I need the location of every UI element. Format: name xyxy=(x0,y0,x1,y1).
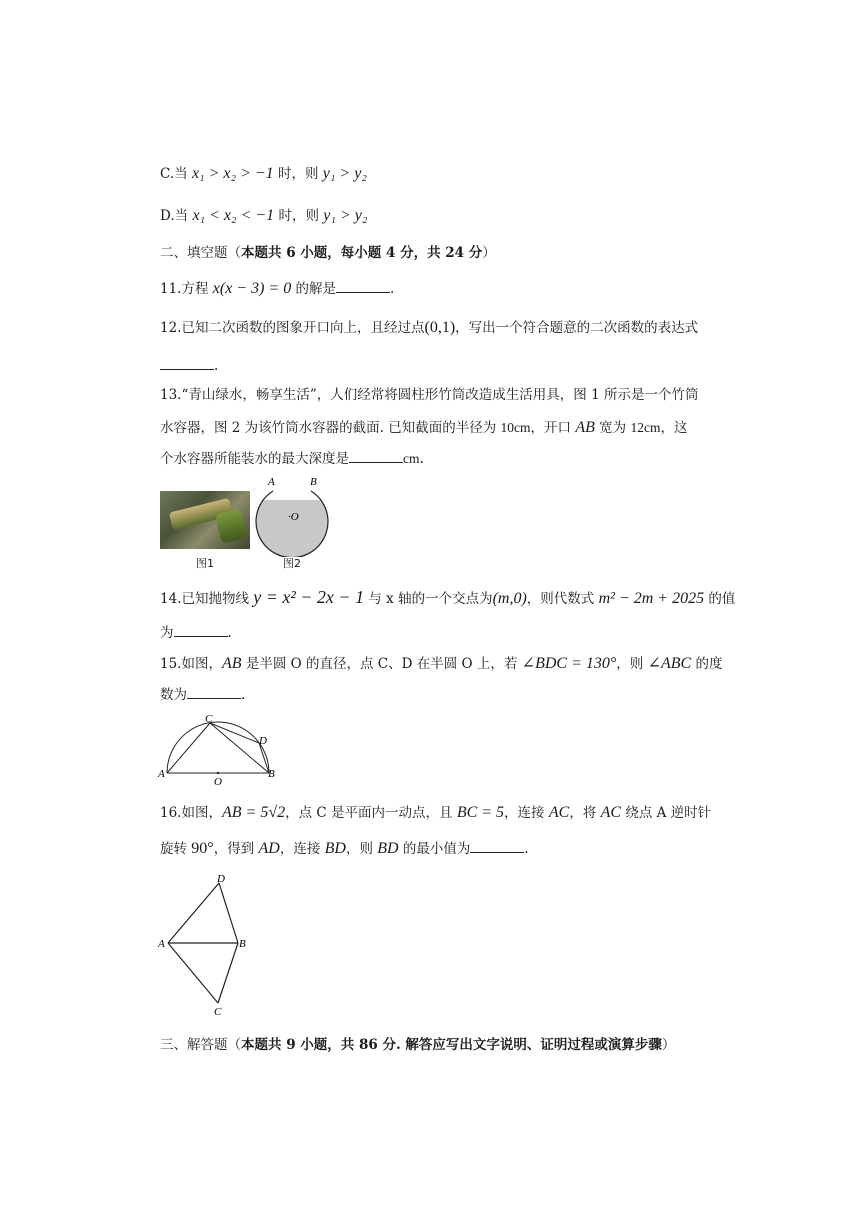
question-12: 12.已知二次函数的图象开口向上，且经过点(0,1)，写出一个符合题意的二次函数的表达式 xyxy=(160,319,699,336)
point-a-label: A xyxy=(268,476,275,488)
question-12-answer-line: . xyxy=(160,356,218,376)
bamboo-tube-end-shape xyxy=(215,508,247,543)
question-16-line-2: 旋转 90°，得到 AD，连接 BD，则 BD 的最小值为 . xyxy=(160,840,529,857)
point-a-label: A xyxy=(158,768,165,780)
segment-ad xyxy=(168,883,219,943)
question-15-line-1: 15.如图，AB 是半圆 O 的直径，点 C、D 在半圆 O 上，若 ∠BDC = 130°，则 ∠ABC 的度 xyxy=(160,655,723,672)
point-d-label: D xyxy=(217,873,225,885)
option-d: D.当 x₁ < x₂ < −1 时，则 y₁ > y₂ xyxy=(160,207,368,224)
figure-1-caption: 图1 xyxy=(196,557,214,570)
math-expression: BC = 5 xyxy=(456,804,505,821)
point-b-label: B xyxy=(268,768,275,780)
question-13-line-1: 13.“青山绿水，畅享生活”，人们经常将圆柱形竹筒改造成生活用具，图 1 所示是一个竹筒 xyxy=(160,387,699,403)
section-title-fill-in: 二、填空题（本题共 6 小题，每小题 4 分，共 24 分） xyxy=(160,245,496,261)
math-expression: (0,1) xyxy=(424,319,456,336)
point-b-label: B xyxy=(310,476,317,488)
answer-blank xyxy=(174,624,228,637)
question-15-line-2: 数为 . xyxy=(160,687,246,703)
math-expression: y₁ > y₂ xyxy=(322,165,367,182)
answer-blank xyxy=(336,280,390,293)
question-16-line-1: 16.如图，AB = 5√2，点 C 是平面内一动点，且 BC = 5，连接 AC，将 AC 绕点 A 逆时针 xyxy=(160,804,712,821)
math-expression: x₁ < x₂ < −1 xyxy=(192,207,275,224)
math-expression: m² − 2m + 2025 xyxy=(598,590,705,607)
answer-blank xyxy=(160,357,214,370)
water-region xyxy=(256,500,328,557)
question-14-line-2: 为 . xyxy=(160,625,232,641)
center-o-label: ·O xyxy=(288,511,299,523)
segment-db xyxy=(219,883,238,943)
math-expression: AB = 5√2 xyxy=(221,804,286,821)
point-c-label: C xyxy=(214,1006,222,1018)
answer-blank xyxy=(470,840,524,853)
segment-cb xyxy=(218,943,238,1003)
point-d-label: D xyxy=(259,735,267,747)
option-c: C.当 x₁ > x₂ > −1 时，则 y₁ > y₂ xyxy=(160,165,367,182)
question-13-line-2: 水容器，图 2 为该竹筒水容器的截面. 已知截面的半径为 10cm，开口 AB 宽为 12cm，这 xyxy=(160,419,688,436)
math-expression: x(x − 3) = 0 xyxy=(212,280,292,297)
math-expression: x₁ > x₂ > −1 xyxy=(191,165,274,182)
math-expression: ∠ABC xyxy=(647,655,692,672)
math-expression: y = x² − 2x − 1 xyxy=(253,587,365,607)
question-11: 11.方程 x(x − 3) = 0 的解是 . xyxy=(160,280,395,297)
figure-2-caption: 图2 xyxy=(283,557,301,570)
math-expression: (m,0) xyxy=(492,590,527,607)
point-a-label: A xyxy=(158,938,165,950)
question-13-line-3: 个水容器所能装水的最大深度是 cm. xyxy=(160,451,424,467)
math-expression: y₁ > y₂ xyxy=(323,207,368,224)
bamboo-container-photo xyxy=(160,491,250,549)
question-15-figure xyxy=(155,710,280,788)
figure-2-cross-section xyxy=(250,472,335,557)
point-b-label: B xyxy=(239,938,246,950)
section-title-solutions: 三、解答题（本题共 9 小题，共 86 分. 解答应写出文字说明、证明过程或演算步骤） xyxy=(160,1037,676,1053)
center-o-point xyxy=(217,772,219,774)
question-14-line-1: 14.已知抛物线 y = x² − 2x − 1 与 x 轴的一个交点为(m,0)，则代数式 m² − 2m + 2025 的值 xyxy=(160,587,736,607)
math-expression: ∠BDC = 130° xyxy=(521,655,617,672)
segment-ac xyxy=(168,943,218,1003)
chord-cd xyxy=(210,723,259,743)
question-16-figure xyxy=(155,870,255,1018)
answer-blank xyxy=(349,450,403,463)
point-o-label: O xyxy=(214,776,222,788)
point-c-label: C xyxy=(205,713,213,725)
answer-blank xyxy=(187,686,241,699)
